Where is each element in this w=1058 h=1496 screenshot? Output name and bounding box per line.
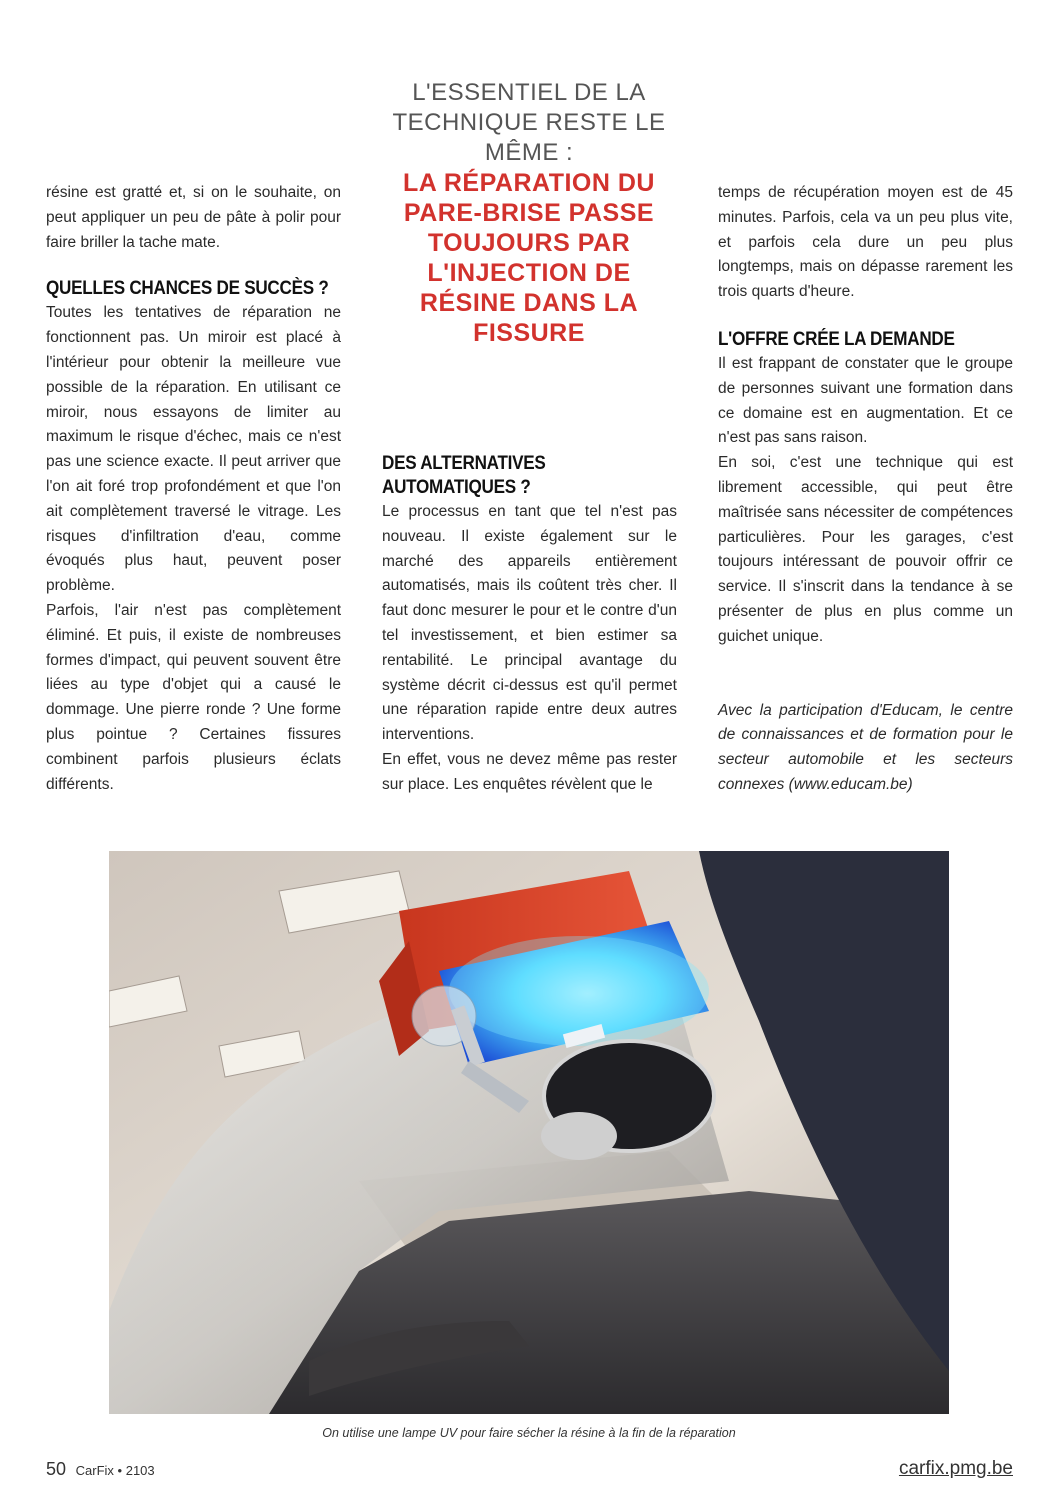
- left-paragraph-1: Toutes les tentatives de réparation ne fonctionnent pas. Un miroir est placé à l'intérieur pour obtenir la meilleure vue possible de la réparation. En utilisant ce miroir, nous essayons de limiter au maximum le risque d'échec, mais ce n'est pas une science exacte. Il peut arriver que l'on ait foré trop profondément et que l'on ait complètement traversé le vitrage. Les risques d'infiltration d'eau, comme évoqués plus haut, peuvent poser problème.: [46, 304, 341, 595]
- right-intro-paragraph: temps de récupération moyen est de 45 minutes. Parfois, cela va un peu plus vite, et parfois cela dure un peu plus longtemps, mais on dépasse rarement les trois quarts d'heure.: [718, 184, 1013, 301]
- heading-alternatives-line-2: AUTOMATIQUES ?: [382, 477, 531, 498]
- heading-chances-de-succes: QUELLES CHANCES DE SUCCÈS ?: [46, 278, 329, 300]
- right-paragraph-2: En soi, c'est une technique qui est librement accessible, qui peut être maîtrisée sans nécessiter de compétences particulières. Pour les garages, c'est toujours intéressant de pouvoir offrir ce service. Il s'inscrit dans la tendance à se présenter de plus en plus comme un guichet unique.: [718, 454, 1013, 645]
- middle-paragraph-2: En effet, vous ne devez même pas rester sur place. Les enquêtes révèlent que le: [382, 750, 677, 793]
- right-paragraph-1: Il est frappant de constater que le groupe de personnes suivant une formation dans ce domaine est en augmentation. Et ce n'est pas sans raison.: [718, 354, 1013, 447]
- uv-lamp-illustration: [109, 851, 949, 1414]
- middle-column: [382, 452, 677, 798]
- heading-offre-demande: L'OFFRE CRÉE LA DEMANDE: [718, 328, 955, 350]
- photo-caption: On utilise une lampe UV pour faire sécher la résine à la fin de la réparation: [322, 1426, 736, 1440]
- left-paragraph-2: Parfois, l'air n'est pas complètement éliminé. Et puis, il existe de nombreuses formes d'impact, qui peuvent souvent être liées au type d'objet qui a causé le dommage. Une pierre ronde ? Une forme plus pointue ? Certaines fissures combinent parfois plusieurs éclats différents.: [46, 601, 341, 793]
- left-intro-paragraph: résine est gratté et, si on le souhaite, on peut appliquer un peu de pâte à polir pour faire briller la tache mate.: [46, 184, 341, 251]
- magazine-issue: CarFix • 2103: [75, 1463, 155, 1478]
- footer-url-link[interactable]: carfix.pmg.be: [898, 1458, 1013, 1479]
- pull-quote-lead: L'ESSENTIEL DE LA TECHNIQUE RESTE LE MÊME :: [392, 79, 666, 166]
- left-column: [46, 181, 341, 797]
- uv-lamp-photo: [109, 851, 949, 1414]
- footer-left: [46, 1459, 155, 1480]
- right-column: [718, 181, 1013, 798]
- pull-quote-highlight: LA RÉPARATION DU PARE-BRISE PASSE TOUJOURS PAR L'INJECTION DE RÉSINE DANS LA FISSURE: [403, 169, 655, 347]
- heading-alternatives-line-1: DES ALTERNATIVES: [382, 453, 546, 474]
- page-number: 50: [46, 1459, 67, 1479]
- pull-quote: [385, 78, 673, 348]
- middle-paragraph-1: Le processus en tant que tel n'est pas nouveau. Il existe également sur le marché des appareils entièrement automatisés, mais ils coûtent très cher. Il faut donc mesurer le pour et le contre d'un tel investissement, et bien estimer sa rentabilité. Le principal avantage du système décrit ci-dessus est qu'il permet une réparation rapide entre deux autres interventions.: [382, 503, 677, 744]
- educam-credit: Avec la participation d'Educam, le centre de connaissances et de formation pour le secteur automobile et les secteurs connexes (www.educam.be): [718, 701, 1013, 793]
